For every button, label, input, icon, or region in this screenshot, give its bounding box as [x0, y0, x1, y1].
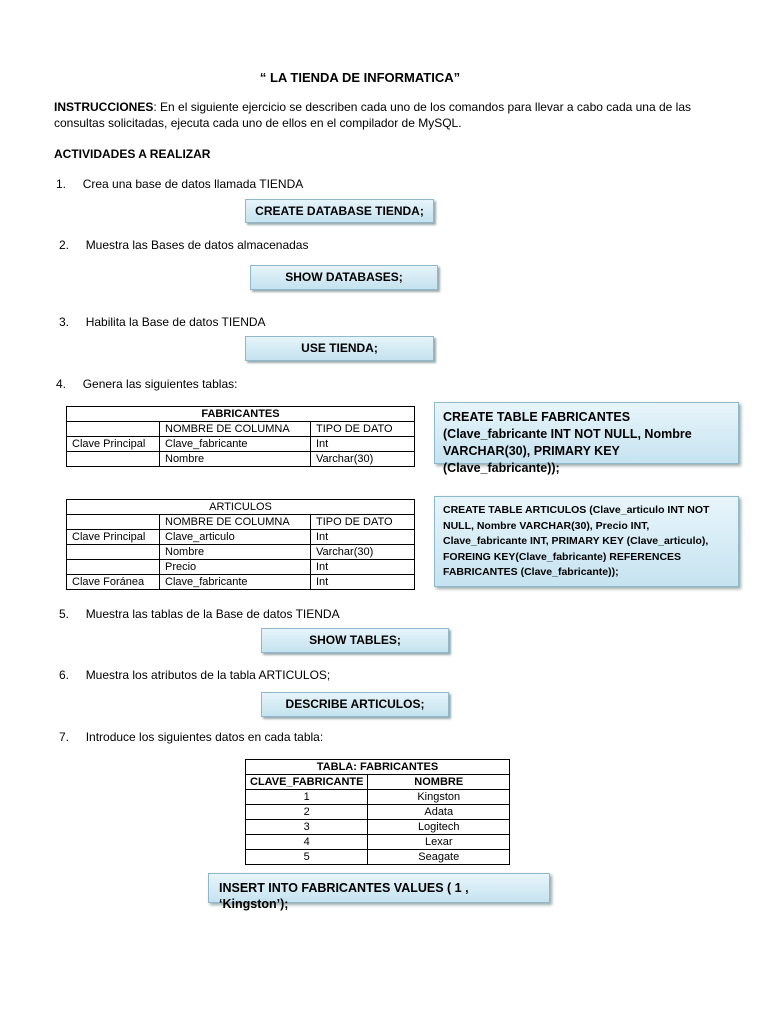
table-cell: Nombre: [160, 545, 311, 560]
command-box-describe-articulos: DESCRIBE ARTICULOS;: [261, 692, 449, 717]
step-text: Muestra las tablas de la Base de datos TIENDA: [85, 607, 340, 621]
step-number: 3.: [59, 315, 70, 329]
table-row: [67, 545, 415, 560]
table-cell: Precio: [160, 560, 311, 575]
table-cell: [67, 452, 160, 467]
table-cell: Lexar: [368, 835, 510, 850]
table-header: NOMBRE DE COLUMNA: [160, 515, 311, 530]
table-cell: 5: [246, 850, 368, 865]
step-number: 2.: [59, 238, 70, 252]
instructions-label: INSTRUCCIONES: [54, 100, 154, 114]
step-text: Crea una base de datos llamada TIENDA: [82, 177, 304, 191]
table-cell: 4: [246, 835, 368, 850]
step-number: 1.: [56, 177, 67, 191]
command-box-create-database: CREATE DATABASE TIENDA;: [245, 199, 434, 223]
step-number: 5.: [59, 607, 70, 621]
step-number: 7.: [59, 730, 70, 744]
step-number: 4.: [56, 377, 67, 391]
table-title: FABRICANTES: [67, 407, 415, 422]
table-row: [67, 530, 415, 545]
step-5: [59, 607, 340, 621]
articulos-schema-table: [66, 499, 415, 590]
command-box-use-tienda: USE TIENDA;: [245, 336, 434, 361]
step-3: [59, 315, 266, 329]
table-row: [246, 790, 510, 805]
table-header: CLAVE_FABRICANTE: [246, 775, 368, 790]
table-cell: 2: [246, 805, 368, 820]
activities-title: ACTIVIDADES A REALIZAR: [54, 147, 211, 161]
table-cell: Int: [311, 560, 415, 575]
table-cell: Varchar(30): [311, 545, 415, 560]
step-1: [56, 177, 303, 191]
table-header: TIPO DE DATO: [311, 422, 415, 437]
step-number: 6.: [59, 668, 70, 682]
step-4: [56, 377, 237, 391]
table-cell: Clave_articulo: [160, 530, 311, 545]
step-7: [59, 730, 323, 744]
table-row: [246, 835, 510, 850]
step-2: [59, 238, 308, 252]
table-cell: Seagate: [368, 850, 510, 865]
table-header: TIPO DE DATO: [311, 515, 415, 530]
table-cell: [67, 545, 160, 560]
table-row: [67, 560, 415, 575]
fabricantes-data-table: [245, 759, 510, 865]
step-text: Muestra las Bases de datos almacenadas: [85, 238, 309, 252]
table-cell: Logitech: [368, 820, 510, 835]
table-title: ARTICULOS: [67, 500, 415, 515]
table-row: [67, 575, 415, 590]
instructions: [54, 99, 694, 131]
table-cell: Int: [311, 530, 415, 545]
table-cell: [67, 560, 160, 575]
table-cell: Int: [311, 437, 415, 452]
table-cell: Clave Principal: [67, 437, 160, 452]
table-cell: 1: [246, 790, 368, 805]
table-cell: Nombre: [160, 452, 311, 467]
table-row: [246, 820, 510, 835]
command-box-show-tables: SHOW TABLES;: [261, 628, 449, 653]
document-title: “ LA TIENDA DE INFORMATICA”: [259, 70, 461, 85]
command-box-create-fabricantes: CREATE TABLE FABRICANTES (Clave_fabricante INT NOT NULL, Nombre VARCHAR(30), PRIMARY KEY (Clave_fabricante));: [434, 402, 739, 464]
table-cell: 3: [246, 820, 368, 835]
table-header: [67, 422, 160, 437]
step-6: [59, 668, 330, 682]
table-cell: Adata: [368, 805, 510, 820]
table-cell: Int: [311, 575, 415, 590]
table-cell: Clave Foránea: [67, 575, 160, 590]
table-row: [246, 850, 510, 865]
step-text: Habilita la Base de datos TIENDA: [85, 315, 266, 329]
command-box-create-articulos: CREATE TABLE ARTICULOS (Clave_articulo INT NOT NULL, Nombre VARCHAR(30), Precio INT, Clave_fabricante INT, PRIMARY KEY (Clave_articulo), FOREING KEY(Clave_fabricante) REFERENCES FABRICANTES (Clave_fabricante));: [434, 496, 739, 587]
command-box-insert-fabricantes: INSERT INTO FABRICANTES VALUES ( 1 , ‘Kingston’);: [208, 873, 550, 903]
table-header: [67, 515, 160, 530]
table-cell: Clave Principal: [67, 530, 160, 545]
step-text: Muestra los atributos de la tabla ARTICULOS;: [85, 668, 331, 682]
table-row: [67, 437, 415, 452]
step-text: Introduce los siguientes datos en cada tabla:: [85, 730, 324, 744]
table-header: NOMBRE: [368, 775, 510, 790]
table-cell: Clave_fabricante: [160, 437, 311, 452]
table-cell: Varchar(30): [311, 452, 415, 467]
table-title: TABLA: FABRICANTES: [246, 760, 510, 775]
table-header: NOMBRE DE COLUMNA: [160, 422, 311, 437]
fabricantes-schema-table: [66, 406, 415, 467]
instructions-text: : En el siguiente ejercicio se describen cada uno de los comandos para llevar a cabo cada una de las consultas solicitadas, ejecuta cada uno de ellos en el compilador de MySQL.: [54, 100, 692, 130]
table-cell: Clave_fabricante: [160, 575, 311, 590]
command-box-show-databases: SHOW DATABASES;: [250, 265, 438, 290]
table-row: [67, 452, 415, 467]
table-cell: Kingston: [368, 790, 510, 805]
table-row: [246, 805, 510, 820]
step-text: Genera las siguientes tablas:: [82, 377, 238, 391]
